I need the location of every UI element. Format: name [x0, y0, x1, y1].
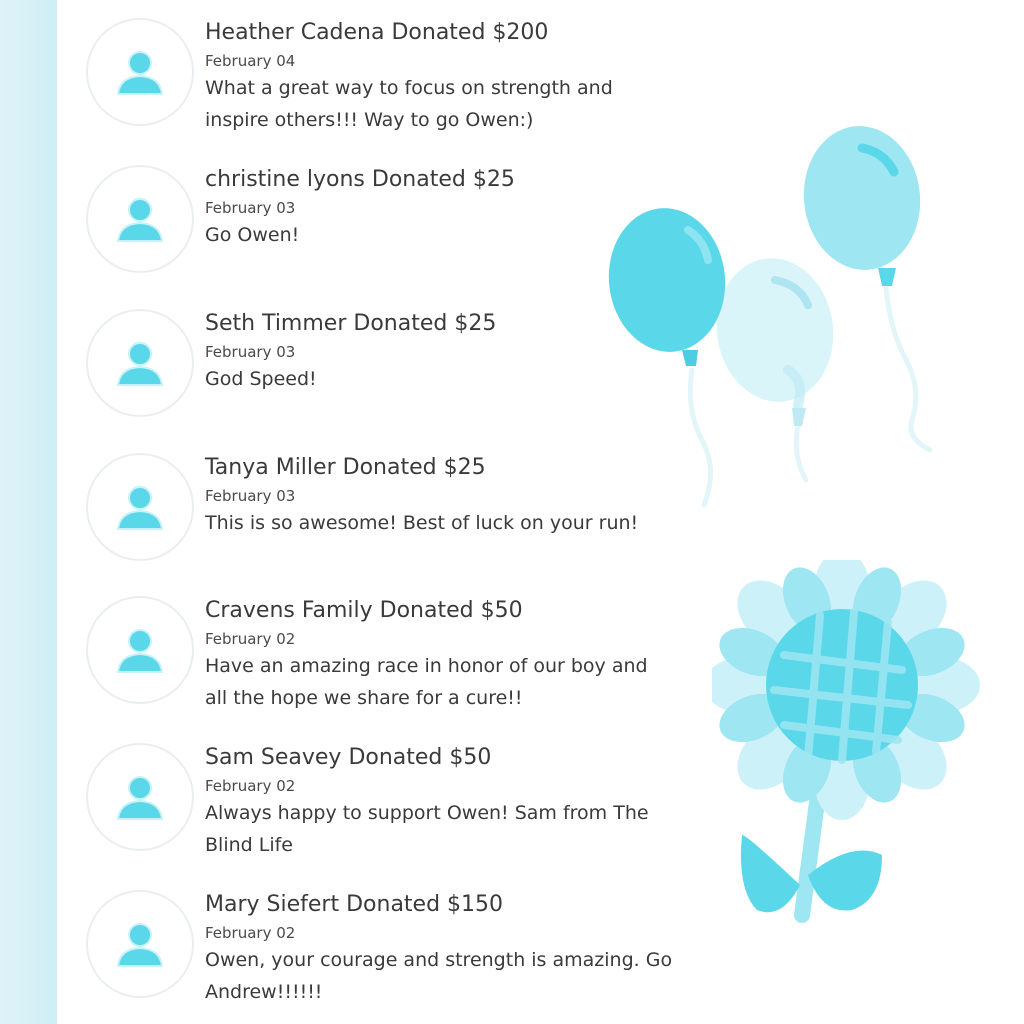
donor-line: [205, 309, 496, 339]
donation-amount: $25: [454, 311, 497, 336]
donation-date: February 04: [205, 52, 296, 70]
donation-date: February 03: [205, 487, 296, 505]
donation-amount: $25: [472, 167, 515, 192]
donation-message: This is so awesome! Best of luck on your run!: [205, 512, 639, 534]
donation-amount: $150: [447, 892, 504, 917]
avatar: [86, 890, 194, 998]
donor-name: Tanya Miller: [205, 455, 336, 480]
avatar: [86, 165, 194, 273]
donation-date: February 03: [205, 199, 296, 217]
donor-line: [205, 453, 486, 483]
donor-name: Seth Timmer: [205, 311, 347, 336]
donor-name: christine lyons: [205, 167, 365, 192]
left-sidebar-strip: [0, 0, 57, 1024]
sunflower-illustration: [712, 560, 982, 940]
donation-message: God Speed!: [205, 368, 317, 390]
donation-message: Always happy to support Owen! Sam from The Blind Life: [205, 802, 649, 856]
user-silhouette-icon: [114, 46, 166, 98]
donor-line: [205, 18, 548, 48]
donated-label: Donated: [346, 892, 441, 917]
avatar: [86, 18, 194, 126]
avatar: [86, 453, 194, 561]
donation-amount: $50: [449, 745, 492, 770]
donation-amount: $50: [480, 598, 523, 623]
donated-label: Donated: [348, 745, 443, 770]
donation-date: February 02: [205, 630, 296, 648]
donation-date: February 03: [205, 343, 296, 361]
balloons-illustration: [600, 120, 960, 520]
user-silhouette-icon: [114, 624, 166, 676]
donation-list: [86, 0, 673, 1024]
avatar: [86, 596, 194, 704]
donor-line: [205, 743, 491, 773]
donated-label: Donated: [342, 455, 437, 480]
donor-line: [205, 890, 503, 920]
donation-message: Go Owen!: [205, 224, 300, 246]
user-silhouette-icon: [114, 193, 166, 245]
donation-message: Owen, your courage and strength is amazing. Go Andrew!!!!!!: [205, 949, 673, 1003]
donor-line: [205, 596, 523, 626]
donor-name: Heather Cadena: [205, 20, 385, 45]
donation-amount: $200: [492, 20, 549, 45]
donation-date: February 02: [205, 924, 296, 942]
donor-name: Cravens Family: [205, 598, 373, 623]
donor-name: Mary Siefert: [205, 892, 340, 917]
donated-label: Donated: [371, 167, 466, 192]
avatar: [86, 743, 194, 851]
donor-name: Sam Seavey: [205, 745, 342, 770]
user-silhouette-icon: [114, 337, 166, 389]
donated-label: Donated: [391, 20, 486, 45]
donated-label: Donated: [353, 311, 448, 336]
avatar: [86, 309, 194, 417]
donation-message: Have an amazing race in honor of our boy and all the hope we share for a cure!!: [205, 655, 648, 709]
donor-line: [205, 165, 515, 195]
user-silhouette-icon: [114, 771, 166, 823]
user-silhouette-icon: [114, 481, 166, 533]
donation-date: February 02: [205, 777, 296, 795]
donated-label: Donated: [379, 598, 474, 623]
donation-amount: $25: [443, 455, 486, 480]
user-silhouette-icon: [114, 918, 166, 970]
donation-message: What a great way to focus on strength and inspire others!!! Way to go Owen:): [205, 77, 613, 131]
